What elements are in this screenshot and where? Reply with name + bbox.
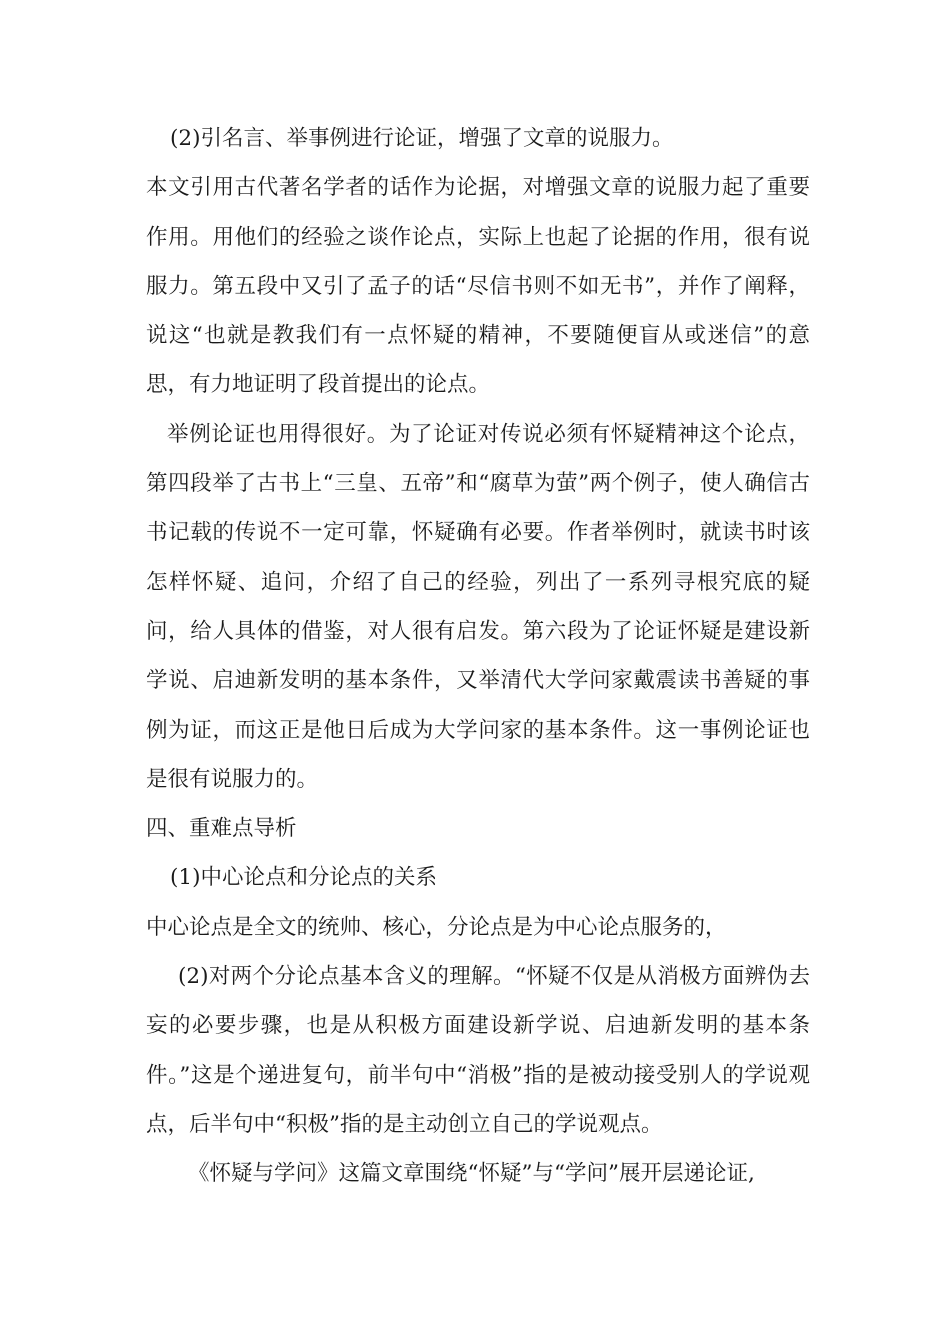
paragraph-sub-arguments: (2)对两个分论点基本含义的理解。“怀疑不仅是从消极方面辨伪去妄的必要步骤，也是从积极方面建设新学说、启迪新发明的基本条件。”这是个递进复句，前半句中“消极”指的是被动接受别人的学说观点，后半句中“积极”指的是主动创立自己的学说观点。 [146, 964, 810, 1137]
paragraph-heading-central-argument: (1)中心论点和分论点的关系 [170, 865, 437, 891]
paragraph-conclusion-start: 《怀疑与学问》这篇文章围绕“怀疑”与“学问”展开层递论证, [188, 1161, 755, 1187]
document-body [146, 114, 810, 1199]
paragraph-example-argument: 举例论证也用得很好。为了论证对传说必须有怀疑精神这个论点，第四段举了古书上“三皇、五帝”和“腐草为萤”两个例子，使人确信古书记载的传说不一定可靠，怀疑确有必要。作者举例时，就读书时该怎样怀疑、追问，介绍了自己的经验，列出了一系列寻根究底的疑问，给人具体的借鉴，对人很有启发。第六段为了论证怀疑是建设新学说、启迪新发明的基本条件，又举清代大学问家戴震读书善疑的事例为证，而这正是他日后成为大学问家的基本条件。这一事例论证也是很有说服力的。 [146, 421, 810, 792]
paragraph-quotation-argument: 本文引用古代著名学者的话作为论据，对增强文章的说服力起了重要作用。用他们的经验之谈作论点，实际上也起了论据的作用，很有说服力。第五段中又引了孟子的话“尽信书则不如无书”，并作了阐释，说这“也就是教我们有一点怀疑的精神，不要随便盲从或迷信”的意思，有力地证明了段首提出的论点。 [146, 175, 810, 398]
paragraph-heading-argument-methods: (2)引名言、举事例进行论证，增强了文章的说服力。 [170, 126, 674, 151]
paragraph-central-argument: 中心论点是全文的统帅、核心，分论点是为中心论点服务的， [146, 914, 727, 940]
section-heading-key-points: 四、重难点导析 [146, 816, 297, 842]
